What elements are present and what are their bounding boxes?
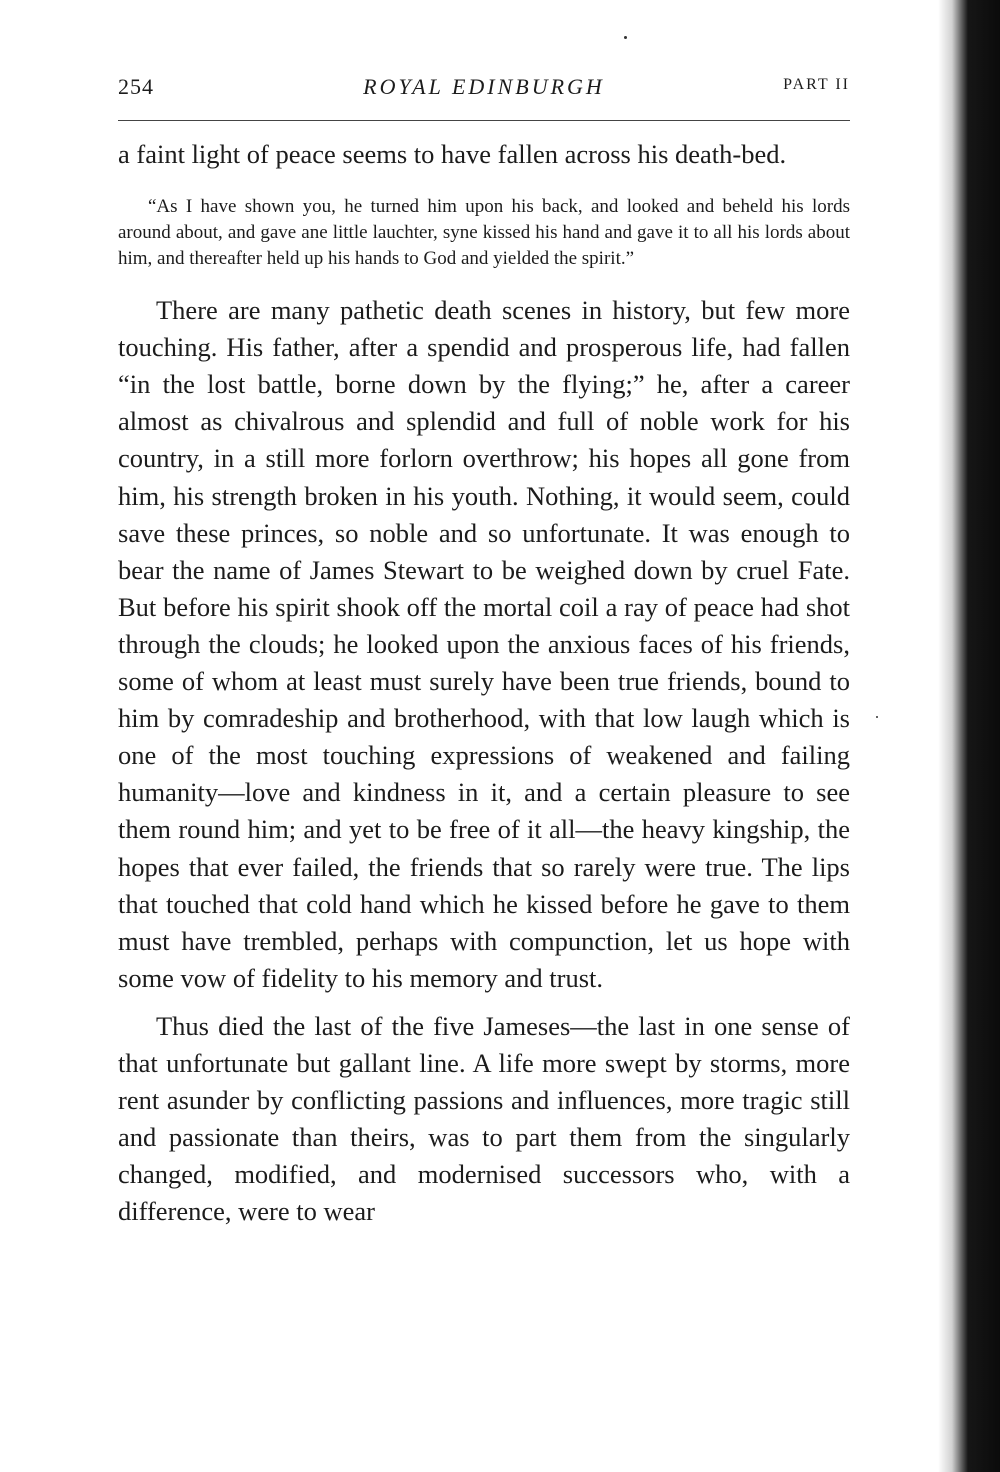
print-speck [624,36,627,39]
header-rule [118,120,850,121]
part-label: PART II [783,76,850,93]
print-speck [876,716,878,718]
page-number: 254 [118,74,154,99]
paragraph: Thus died the last of the five Jameses—the last in one sense of that unfortunate but gallant line. A life more swept by storms, more rent asunder by conflicting passions and influences, more tragic still and passionate than theirs, was to part them from the singularly changed, modified, and modernised successors who, with a difference, were to wear [118,1010,850,1227]
body-text [118,136,850,1230]
opening-paragraph: a faint light of peace seems to have fallen across his death-bed. [118,139,787,169]
quote-text: “As I have shown you, he turned him upon his back, and looked and beheld his lords around about, and gave ane little lauchter, syne kissed his hand and gave it to all his lords about him, and thereafter held up his hands to God and yielded the spirit.” [118,196,850,270]
block-quote [118,194,850,272]
page-binding-shadow [938,0,1000,1472]
running-header [118,74,850,106]
running-title: ROYAL EDINBURGH [363,74,605,99]
paragraph: There are many pathetic death scenes in history, but few more touching. His father, after a spendid and prosperous life, had fallen “in the lost battle, borne down by the flying;” he, after a career almost as chivalrous and splendid and full of noble work for his country, in a still more forlorn overthrow; his hopes all gone from him, his strength broken in his youth. Nothing, it would seem, could save these princes, so noble and so unfortunate. It was enough to bear the name of James Stewart to be weighed down by cruel Fate. But before his spirit shook off the mortal coil a ray of peace had shot through the clouds; he looked upon the anxious faces of his friends, some of whom at least must surely have been true friends, bound to him by comradeship and brotherhood, with that low laugh which is one of the most touching expressions of weakened and failing humanity—love and kindness in it, and a certain pleasure to see them round him; and yet to be free of it all—the heavy kingship, the hopes that ever failed, the friends that so rarely were true. The lips that touched that cold hand which he kissed before he gave to them must have trembled, perhaps with compunction, let us hope with some vow of fidelity to his memory and trust. [118,295,850,993]
